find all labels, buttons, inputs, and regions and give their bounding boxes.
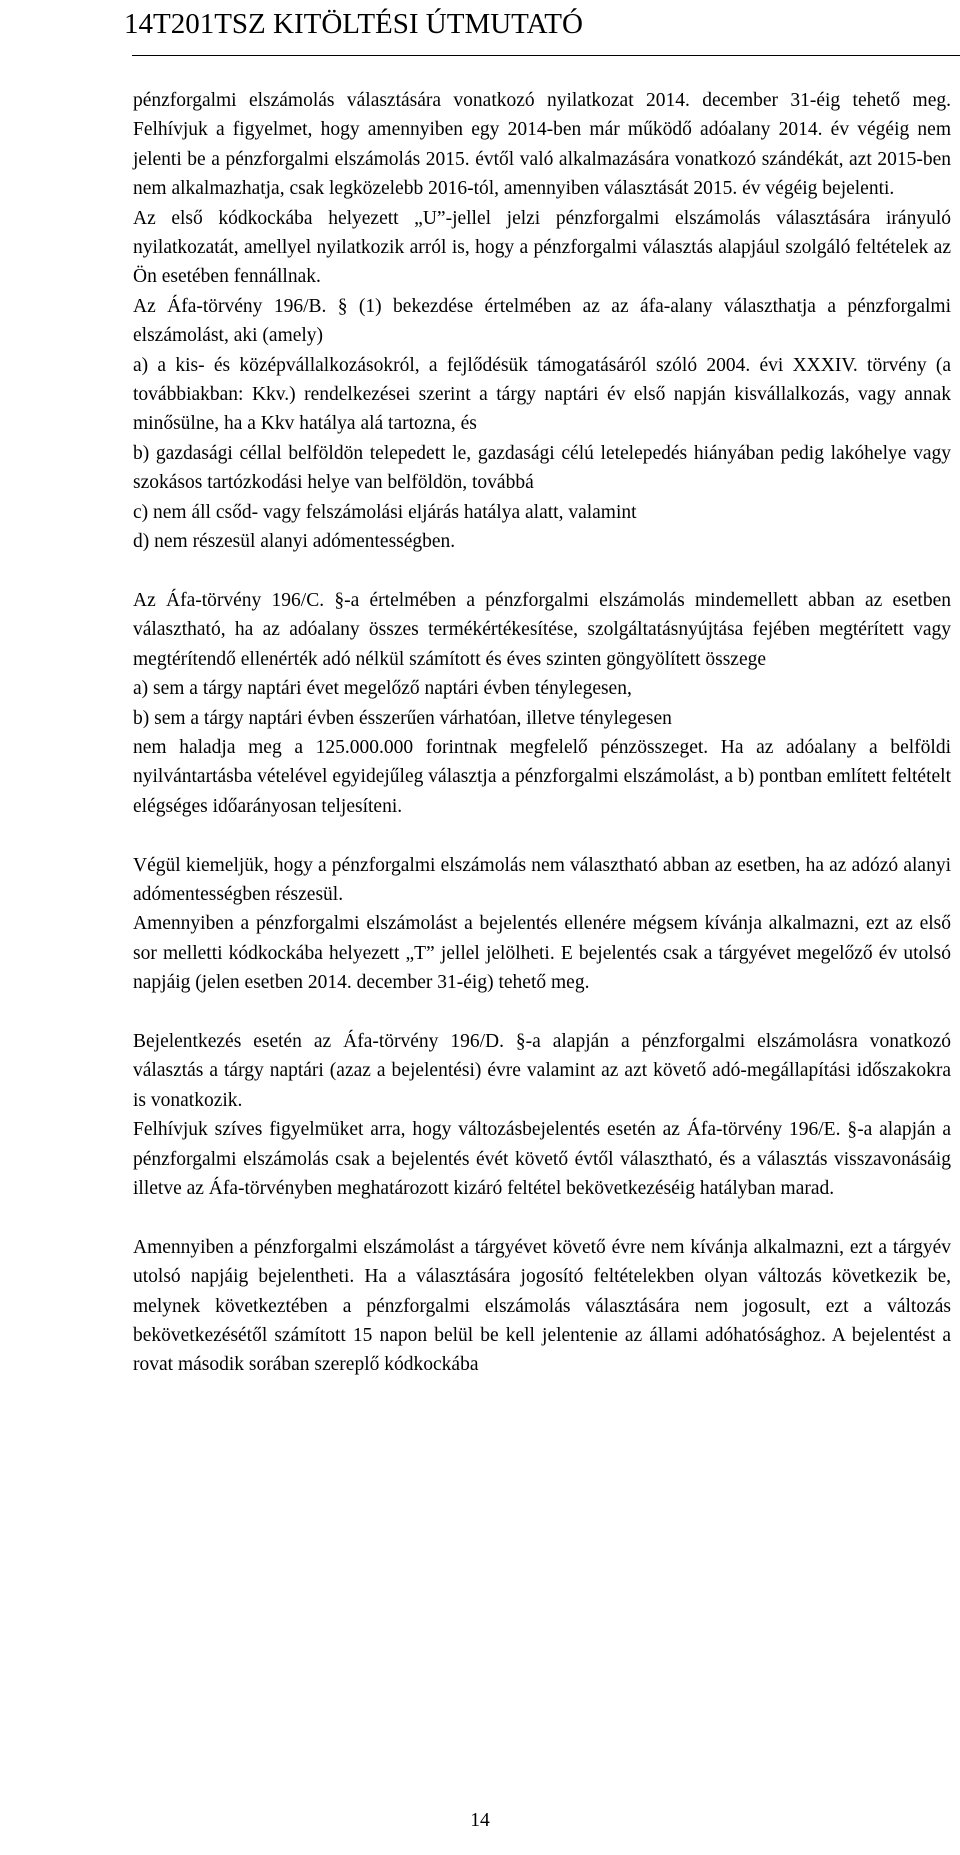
paragraph-u-mark: Az első kódkockába helyezett „U”-jellel jelzi pénzforgalmi elszámolás választására irányuló nyilatkozatát, amellyel nyilatkozik arról is, hogy a pénzforgalmi választás alapjául szolgáló feltételek az Ön esetében fennállnak.	[133, 207, 951, 288]
paragraph-spacer	[133, 998, 951, 1027]
list-item-196b-d: d) nem részesül alanyi adómentességben.	[133, 531, 456, 553]
paragraph-196c-threshold: nem haladja meg a 125.000.000 forintnak megfelelő pénzösszeget. Ha az adóalany a belföldi nyilvántartásba vételével egyidejűleg választja a pénzforgalmi elszámolást, a b) pontban említett feltételt elégséges időarányosan teljesíteni.	[133, 736, 951, 817]
list-item-196c-a: a) sem a tárgy naptári évet megelőző naptári évben ténylegesen,	[133, 678, 632, 700]
list-item-196b-b: b) gazdasági céllal belföldön telepedett le, gazdasági célú letelepedés hiányában pedig lakóhelye vagy szokásos tartózkodási helye van belföldön, továbbá	[133, 442, 951, 494]
list-item-196b-c: c) nem áll csőd- vagy felszámolási eljárás hatálya alatt, valamint	[133, 501, 637, 523]
paragraph-196c-intro: Az Áfa-törvény 196/C. §-a értelmében a pénzforgalmi elszámolás mindemellett abban az esetben választható, ha az adóalany összes termékértékesítése, szolgáltatásnyújtása fejében megtérített vagy megtérítendő ellenérték adó nélkül számított és éves szinten göngyölített összege	[133, 589, 951, 670]
page-title: 14T201TSZ KITÖLTÉSI ÚTMUTATÓ	[124, 8, 583, 40]
paragraph-196b-intro: Az Áfa-törvény 196/B. § (1) bekezdése értelmében az az áfa-alany választhatja a pénzforgalmi elszámolást, aki (amely)	[133, 295, 951, 347]
header-divider	[132, 55, 960, 56]
paragraph-deadline-intro: pénzforgalmi elszámolás választására vonatkozó nyilatkozat 2014. december 31-éig tehető meg. Felhívjuk a figyelmet, hogy amennyiben egy 2014-ben már működő adóalany 2014. év végéig nem jelenti be a pénzforgalmi elszámolás 2015. évtől való alkalmazására vonatkozó szándékát, azt 2015-ben nem alkalmazhatja, csak legközelebb 2016-tól, amennyiben választását 2015. év végéig bejelenti.	[133, 90, 951, 200]
list-item-196b-a: a) a kis- és középvállalkozásokról, a fejlődésük támogatásáról szóló 2004. évi XXXIV. törvény (a továbbiakban: Kkv.) rendelkezései szerint a tárgy naptári év első napján kisvállalkozás, vagy annak minősülne, ha a Kkv hatálya alá tartozna, és	[133, 354, 951, 435]
paragraph-withdrawal: Amennyiben a pénzforgalmi elszámolást a tárgyévet követő évre nem kívánja alkalmazni, ezt a tárgyév utolsó napjáig bejelentheti. Ha a választására jogosító feltételekben olyan változás következik be, melynek következtében a pénzforgalmi elszámolás választására nem jogosult, ezt a változás bekövetkezésétől számított 15 napon belül be kell jelentenie az állami adóhatósághoz. A bejelentést a rovat második sorában szereplő kódkockába	[133, 1236, 951, 1376]
paragraph-spacer	[133, 821, 951, 850]
paragraph-196d: Bejelentkezés esetén az Áfa-törvény 196/D. §-a alapján a pénzforgalmi elszámolásra vonatkozó választás a tárgy naptári (azaz a bejelentési) évre valamint az azt követő adó-megállapítási időszakokra is vonatkozik.	[133, 1030, 951, 1111]
paragraph-spacer	[133, 557, 951, 586]
paragraph-196e: Felhívjuk szíves figyelmüket arra, hogy változásbejelentés esetén az Áfa-törvény 196/E. §-a alapján a pénzforgalmi elszámolás csak a bejelentés évét követő évtől választható, és a választás visszavonásáig illetve az Áfa-törvényben meghatározott kizáró feltétel bekövetkezéséig hatályban marad.	[133, 1119, 951, 1199]
document-body	[133, 86, 951, 1380]
list-item-196c-b: b) sem a tárgy naptári évben ésszerűen várhatóan, illetve ténylegesen	[133, 707, 672, 729]
page-number: 14	[470, 1810, 490, 1831]
paragraph-spacer	[133, 1203, 951, 1232]
paragraph-exemption-note: Végül kiemeljük, hogy a pénzforgalmi elszámolás nem választható abban az esetben, ha az adózó alanyi adómentességben részesül.	[133, 854, 951, 905]
paragraph-t-mark: Amennyiben a pénzforgalmi elszámolást a bejelentés ellenére mégsem kívánja alkalmazni, ezt az első sor melletti kódkockába helyezett „T” jellel jelölheti. E bejelentés csak a tárgyévet megelőző év utolsó napjáig (jelen esetben 2014. december 31-éig) tehető meg.	[133, 913, 951, 994]
